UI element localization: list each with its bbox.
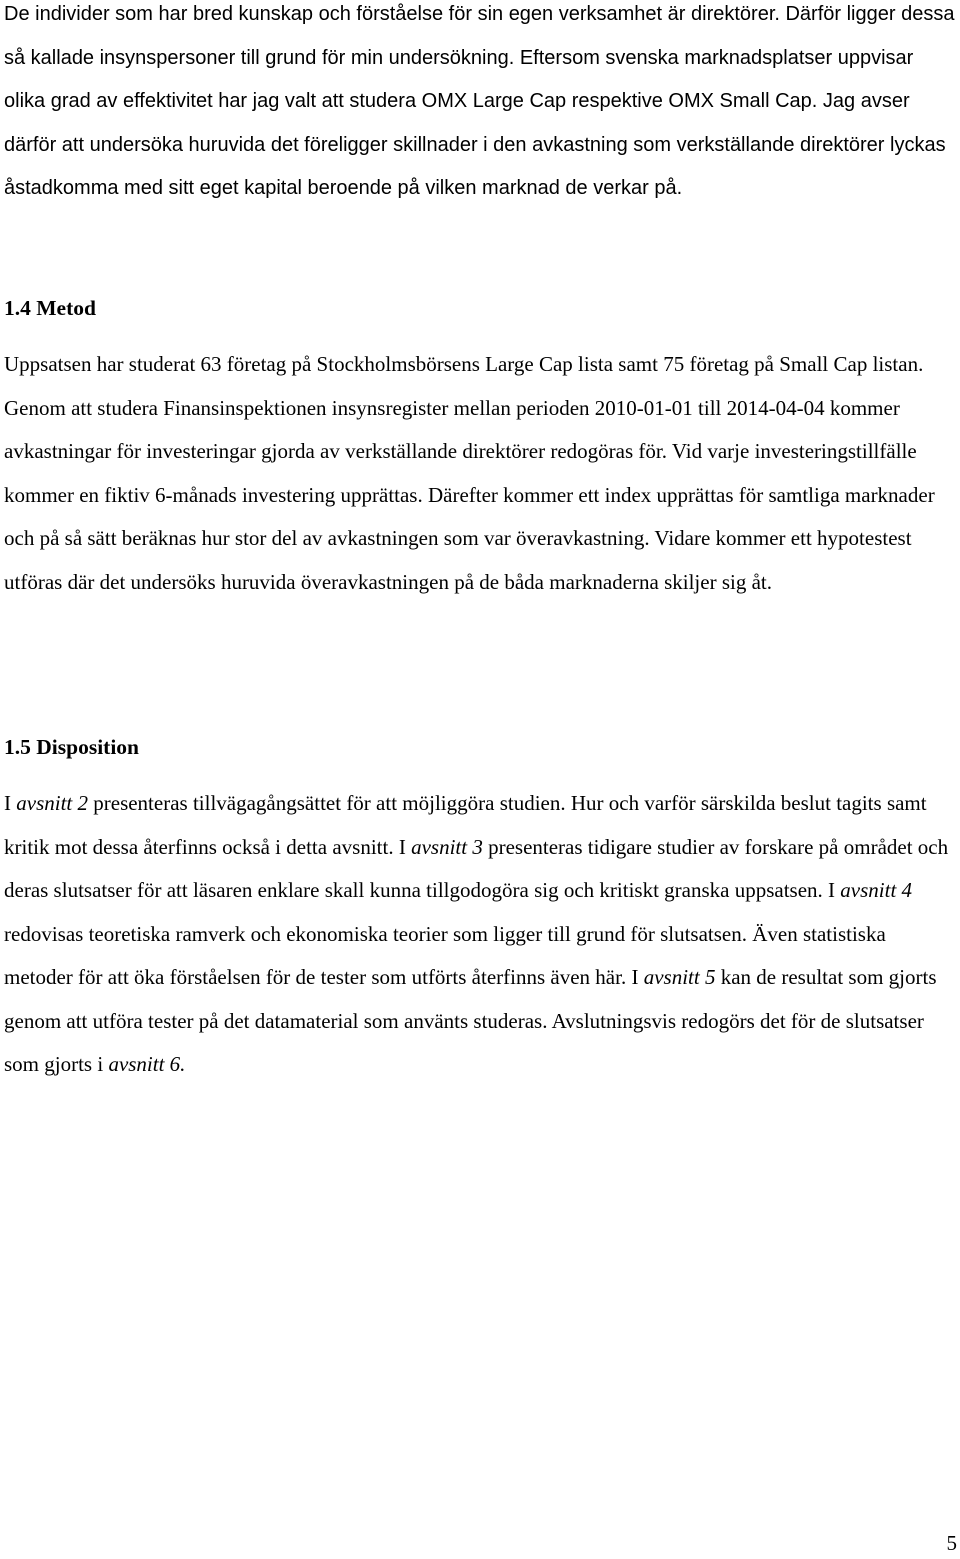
intro-text: De individer som har bred kunskap och förståelse för sin egen verksamhet är direktörer. Därför ligger dessa så kallade insynspersoner till grund för min undersökning. Eftersom svenska marknadsplatser uppvisar olika grad av effektivitet har jag valt att studera OMX Large Cap respektive OMX Small Cap. Jag avser därför att undersöka huruvida det föreligger skillnader i den avkastning som verkställande direktörer lyckas åstadkomma med sitt eget kapital beroende på vilken marknad de verkar på. bbox=[4, 3, 955, 199]
disposition-text-3: presenteras tidigare studier av forskare på området och deras slutsatser för att läsaren enklare skall kunna tillgodogöra sig och kritiskt granska uppsatsen. I bbox=[4, 834, 949, 902]
metod-paragraph: Uppsatsen har studerat 63 företag på Stockholmsbörsens Large Cap lista samt 75 företag på Small Cap listan. Genom att studera Finansinspektionen insynsregister mellan perioden 2010-01-01 till 2014-04-04 kommer avkastningar för investeringar gjorda av verkställande direktörer redogöras för. Vid varje investeringstillfälle kommer en fiktiv 6-månads investering upprättas. Därefter kommer ett index upprättas för samtliga marknader och på så sätt beräknas hur stor del av avkastningen som var överavkastning. Vidare kommer ett hypotestest utföras där det undersöks huruvida överavkastningen på de båda marknaderna skiljer sig åt. bbox=[4, 352, 935, 594]
section-reference-4: avsnitt 4 bbox=[840, 878, 913, 902]
section-heading-metod: 1.4 Metod bbox=[4, 296, 96, 320]
disposition-text-2: presenteras tillvägagångsättet för att möjliggöra studien. Hur och varför särskilda beslut tagits samt kritik mot dessa återfinns också i detta avsnitt. I bbox=[4, 791, 927, 859]
disposition-text-1: I bbox=[4, 791, 17, 815]
disposition-paragraph bbox=[4, 782, 956, 1087]
section-reference-2: avsnitt 2 bbox=[16, 791, 88, 815]
section-reference-5: avsnitt 5 bbox=[643, 965, 716, 989]
intro-section bbox=[4, 0, 956, 211]
disposition-section bbox=[4, 782, 956, 1087]
metod-section bbox=[4, 343, 956, 604]
page-number: 5 bbox=[946, 1531, 957, 1555]
intro-paragraph bbox=[4, 0, 956, 211]
section-heading-disposition: 1.5 Disposition bbox=[4, 735, 140, 759]
disposition-text-5: kan de resultat som gjorts genom att utföra tester på det datamaterial som använts studeras. Avslutningsvis redogörs det för de slutsatser som gjorts i bbox=[4, 965, 937, 1076]
disposition-text-4: redovisas teoretiska ramverk och ekonomiska teorier som ligger till grund för slutsatsen. Även statistiska metoder för att öka förståelsen för de tester som utförts återfinns även här. I bbox=[4, 921, 886, 989]
section-reference-6: avsnitt 6. bbox=[108, 1052, 186, 1076]
section-reference-3: avsnitt 3 bbox=[411, 834, 483, 859]
